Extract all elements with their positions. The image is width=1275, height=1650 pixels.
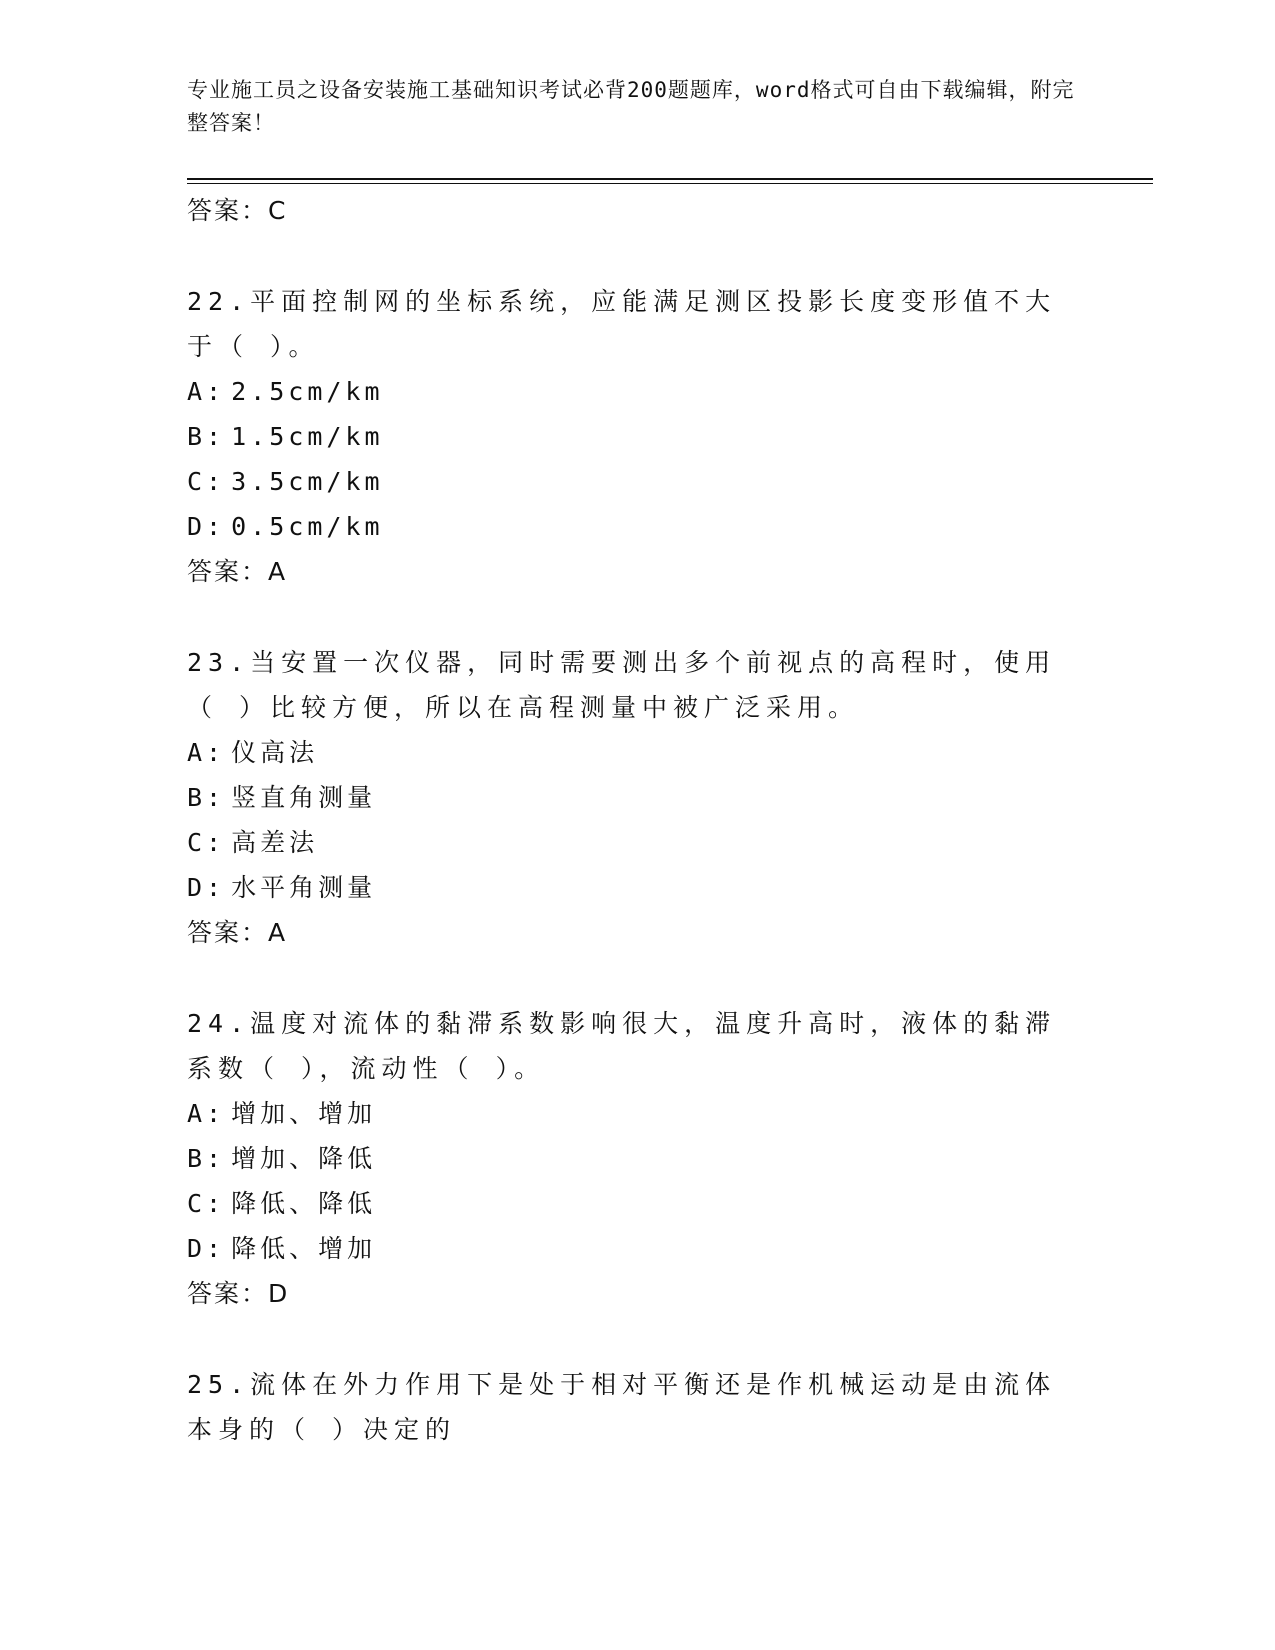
option-letter: D:	[187, 873, 226, 902]
option-b	[187, 414, 1087, 459]
option-text: 0.5cm/km	[231, 512, 384, 541]
option-a	[187, 369, 1087, 414]
option-d	[187, 504, 1087, 549]
option-text: 水平角测量	[231, 873, 377, 902]
option-c	[187, 820, 1087, 865]
answer-label: 答案：	[187, 918, 269, 947]
document-body	[187, 188, 1087, 1452]
answer-value: A	[268, 918, 288, 947]
answer-line-21	[187, 188, 1087, 234]
option-text: 降低、降低	[231, 1189, 377, 1218]
header-divider-thin	[187, 183, 1153, 184]
option-letter: C:	[187, 828, 226, 857]
option-letter: B:	[187, 1144, 226, 1173]
option-letter: B:	[187, 783, 226, 812]
option-letter: A:	[187, 738, 226, 767]
answer-line	[187, 910, 1087, 956]
option-letter: C:	[187, 1189, 226, 1218]
option-b	[187, 1136, 1087, 1181]
question-24	[187, 1001, 1087, 1317]
option-text: 1.5cm/km	[231, 422, 384, 451]
option-letter: D:	[187, 512, 226, 541]
option-b	[187, 775, 1087, 820]
option-text: 2.5cm/km	[231, 377, 384, 406]
answer-line	[187, 549, 1087, 595]
question-stem: 22.平面控制网的坐标系统，应能满足测区投影长度变形值不大于（ ）。	[187, 287, 1057, 361]
option-text: 增加、增加	[231, 1099, 377, 1128]
answer-label: 答案：	[187, 1279, 269, 1308]
option-c	[187, 459, 1087, 504]
question-25	[187, 1362, 1087, 1452]
header-divider-thick	[187, 178, 1153, 180]
answer-line	[187, 1271, 1087, 1317]
option-d	[187, 865, 1087, 910]
question-22	[187, 279, 1087, 595]
document-header: 专业施工员之设备安装施工基础知识考试必背200题题库，word格式可自由下载编辑，附完整答案！	[187, 78, 1075, 135]
option-letter: A:	[187, 1099, 226, 1128]
option-letter: B:	[187, 422, 226, 451]
option-letter: C:	[187, 467, 226, 496]
question-stem: 24.温度对流体的黏滞系数影响很大，温度升高时，液体的黏滞系数（ ），流动性（ ）。	[187, 1009, 1057, 1083]
option-text: 高差法	[231, 828, 319, 857]
option-a	[187, 1091, 1087, 1136]
question-stem: 23.当安置一次仪器，同时需要测出多个前视点的高程时，使用（ ）比较方便，所以在高程测量中被广泛采用。	[187, 648, 1057, 722]
answer-value: D	[268, 1279, 290, 1308]
option-a	[187, 730, 1087, 775]
option-text: 增加、降低	[231, 1144, 377, 1173]
option-text: 仪高法	[231, 738, 319, 767]
option-c	[187, 1181, 1087, 1226]
option-d	[187, 1226, 1087, 1271]
question-stem: 25.流体在外力作用下是处于相对平衡还是作机械运动是由流体本身的（ ）决定的	[187, 1370, 1057, 1444]
answer-value: C	[268, 196, 288, 225]
option-text: 竖直角测量	[231, 783, 377, 812]
answer-label: 答案：	[187, 196, 269, 225]
question-23	[187, 640, 1087, 956]
answer-value: A	[268, 557, 288, 586]
option-text: 降低、增加	[231, 1234, 377, 1263]
option-letter: A:	[187, 377, 226, 406]
answer-label: 答案：	[187, 557, 269, 586]
option-letter: D:	[187, 1234, 226, 1263]
option-text: 3.5cm/km	[231, 467, 384, 496]
